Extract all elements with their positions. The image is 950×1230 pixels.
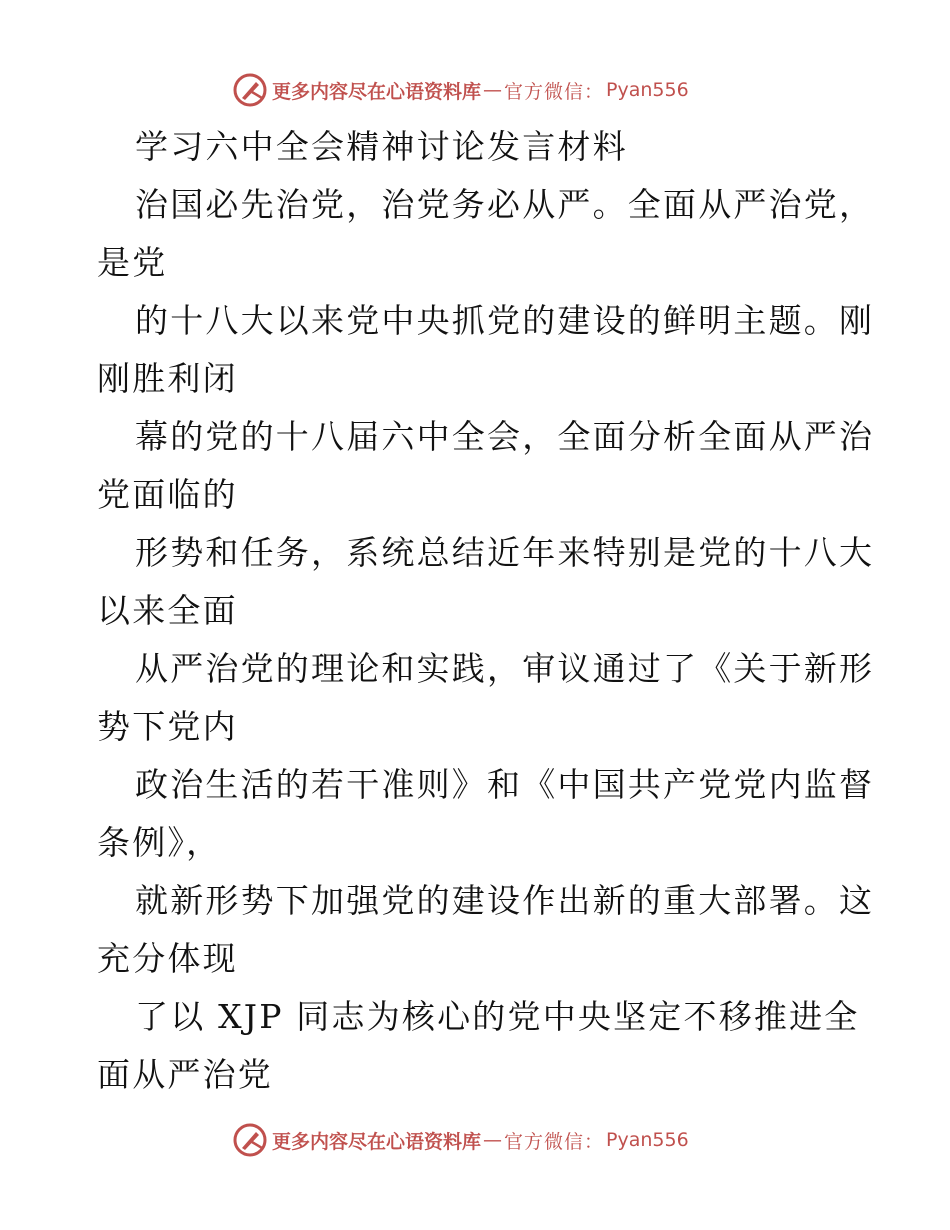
banner-separator: — xyxy=(483,1129,503,1151)
body-line: 以来全面 xyxy=(97,591,238,630)
footer-banner xyxy=(232,1120,732,1160)
banner-site-name: 更多内容尽在心语资料库 xyxy=(272,1130,482,1153)
quill-logo-icon xyxy=(232,1122,268,1158)
body-line: 的十八大以来党中央抓党的建设的鲜明主题。刚 xyxy=(135,301,875,340)
body-line: 势下党内 xyxy=(97,707,238,746)
body-line: 就新形势下加强党的建设作出新的重大部署。这 xyxy=(135,881,875,920)
banner-separator: — xyxy=(483,79,503,101)
banner-wechat-label: 官方微信： xyxy=(504,80,605,103)
banner-text xyxy=(272,77,689,104)
body-line: 形势和任务，系统总结近年来特别是党的十八大 xyxy=(135,533,875,572)
quill-logo-icon xyxy=(232,72,268,108)
banner-wechat-id: Pyan556 xyxy=(606,79,689,101)
body-line: 从严治党的理论和实践，审议通过了《关于新形 xyxy=(135,649,875,688)
body-line: 面从严治党 xyxy=(97,1055,273,1094)
body-line: 刚胜利闭 xyxy=(97,359,238,398)
body-line: 条例》， xyxy=(97,823,222,862)
banner-site-name: 更多内容尽在心语资料库 xyxy=(272,80,482,103)
body-line: 是党 xyxy=(97,243,168,282)
document-title: 学习六中全会精神讨论发言材料 xyxy=(135,127,628,166)
body-line: 治国必先治党，治党务必从严。全面从严治党， xyxy=(135,185,875,224)
body-line: 幕的党的十八届六中全会，全面分析全面从严治 xyxy=(135,417,875,456)
body-line: 政治生活的若干准则》和《中国共产党党内监督 xyxy=(135,765,875,804)
header-banner xyxy=(232,70,732,110)
banner-wechat-label: 官方微信： xyxy=(504,1130,605,1153)
body-line: 了以 XJP 同志为核心的党中央坚定不移推进全 xyxy=(135,997,860,1036)
banner-text xyxy=(272,1127,689,1154)
body-line: 充分体现 xyxy=(97,939,238,978)
banner-wechat-id: Pyan556 xyxy=(606,1129,689,1151)
body-line: 党面临的 xyxy=(97,475,238,514)
